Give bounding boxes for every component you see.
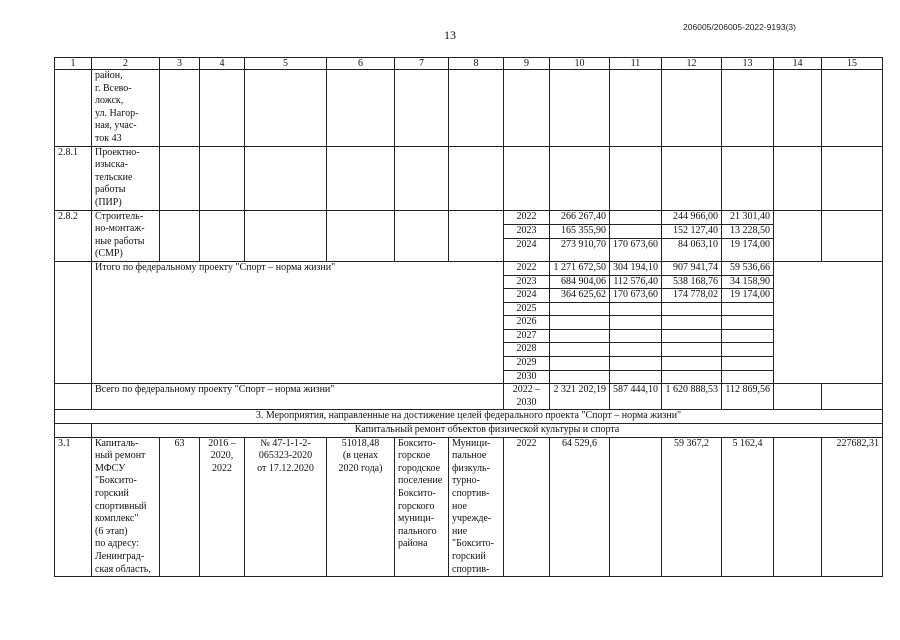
object-address-cell: район, г. Всево- ложск, ул. Нагор- ная, учас- ток 43 — [92, 70, 160, 147]
cost-cell: 51018,48 (в ценах 2020 года) — [327, 437, 395, 577]
amount-cell — [722, 329, 774, 343]
amount-cell — [610, 357, 662, 371]
expertise-cell: № 47-1-1-2- 065323-2020 от 17.12.2020 — [245, 437, 327, 577]
amount-cell — [610, 343, 662, 357]
amount-cell: 170 673,60 — [610, 238, 662, 261]
amount-cell: 170 673,60 — [610, 289, 662, 303]
year-cell: 2030 — [504, 370, 550, 384]
year-cell: 2022 — [504, 210, 550, 224]
amount-cell — [610, 370, 662, 384]
amount-cell: 165 355,90 — [550, 224, 610, 238]
year-cell: 2024 — [504, 238, 550, 261]
row-number: 3.1 — [55, 437, 92, 577]
year-cell: 2025 — [504, 302, 550, 316]
amount-cell — [550, 370, 610, 384]
column-number-row — [55, 58, 883, 70]
amount-cell: 304 194,10 — [610, 261, 662, 275]
page-number: 13 — [444, 28, 456, 42]
amount-cell: 364 625,62 — [550, 289, 610, 303]
amount-cell: 538 168,76 — [662, 275, 722, 289]
customer-cell: Муници- пальное физкуль- турно- спортив- ное учрежде- ние "Боксито- горский спортив- — [449, 437, 504, 577]
row-number: 2.8.2 — [55, 210, 92, 261]
column-number: 5 — [245, 58, 327, 70]
subsection-heading: Капитальный ремонт объектов физической культуры и спорта — [92, 424, 883, 438]
amount-cell — [610, 329, 662, 343]
amount-cell — [662, 302, 722, 316]
column-number: 10 — [550, 58, 610, 70]
amount-cell: 152 127,40 — [662, 224, 722, 238]
amount-cell: 1 620 888,53 — [662, 384, 722, 410]
amount-cell: 244 966,00 — [662, 210, 722, 224]
municipality-cell: Боксито- горское городское поселение Боксито- горского муници- пального района — [395, 437, 449, 577]
year-cell: 2023 — [504, 275, 550, 289]
amount-cell: 34 158,90 — [722, 275, 774, 289]
section-heading: 3. Мероприятия, направленные на достижение целей федерального проекта "Спорт – норма жизни" — [55, 410, 883, 424]
amount-cell: 587 444,10 — [610, 384, 662, 410]
years-cell: 2016 – 2020, 2022 — [200, 437, 245, 577]
document-number: 206005/206005-2022-9193(3) — [683, 22, 796, 32]
amount-cell — [722, 343, 774, 357]
budget-table — [54, 57, 883, 577]
amount-cell — [550, 357, 610, 371]
column-number: 12 — [662, 58, 722, 70]
amount-cell: 112 576,40 — [610, 275, 662, 289]
amount-cell: 59 536,66 — [722, 261, 774, 275]
column-number: 8 — [449, 58, 504, 70]
amount-cell: 19 174,00 — [722, 289, 774, 303]
amount-cell: 59 367,2 — [662, 437, 722, 577]
amount-cell — [662, 343, 722, 357]
column-number: 6 — [327, 58, 395, 70]
amount-cell — [610, 437, 662, 577]
amount-cell: 1 271 672,50 — [550, 261, 610, 275]
amount-cell — [610, 224, 662, 238]
column-number: 2 — [92, 58, 160, 70]
column-number: 1 — [55, 58, 92, 70]
amount-cell — [662, 316, 722, 330]
grand-total-label: Всего по федеральному проекту "Спорт – норма жизни" — [95, 384, 335, 396]
capacity-cell: 63 — [160, 437, 200, 577]
total-label: Итого по федеральному проекту "Спорт – норма жизни" — [95, 261, 336, 273]
amount-cell — [550, 343, 610, 357]
work-type-cell: Строитель- но-монтаж- ные работы (СМР) — [92, 210, 160, 261]
year-cell: 2023 — [504, 224, 550, 238]
amount-cell — [610, 316, 662, 330]
amount-cell — [610, 302, 662, 316]
work-type-cell: Проектно- изыска- тельские работы (ПИР) — [92, 146, 160, 210]
row-number: 2.8.1 — [55, 146, 92, 210]
amount-cell: 19 174,00 — [722, 238, 774, 261]
table-row-continuation — [55, 70, 883, 147]
year-cell: 2022 — [504, 437, 550, 577]
year-range-cell: 2022 – 2030 — [504, 384, 550, 410]
amount-cell: 273 910,70 — [550, 238, 610, 261]
amount-cell: 684 904,06 — [550, 275, 610, 289]
total-row — [55, 261, 883, 275]
column-number: 13 — [722, 58, 774, 70]
amount-cell: 174 778,02 — [662, 289, 722, 303]
object-name-cell: Капиталь- ный ремонт МФСУ "Боксито- горский спортивный комплекс" (6 этап) по адресу: Ленинград- ская область, — [92, 437, 160, 577]
table-row-2-8-1 — [55, 146, 883, 210]
amount-cell — [722, 357, 774, 371]
amount-cell — [722, 370, 774, 384]
amount-cell: 21 301,40 — [722, 210, 774, 224]
subsection-heading-row — [55, 424, 883, 438]
amount-cell: 266 267,40 — [550, 210, 610, 224]
amount-cell — [722, 302, 774, 316]
column-number: 4 — [200, 58, 245, 70]
year-cell: 2029 — [504, 357, 550, 371]
column-number: 11 — [610, 58, 662, 70]
amount-cell: 5 162,4 — [722, 437, 774, 577]
column-number: 14 — [774, 58, 822, 70]
amount-cell: 227682,31 — [822, 437, 883, 577]
year-cell: 2027 — [504, 329, 550, 343]
year-cell: 2022 — [504, 261, 550, 275]
amount-cell — [550, 316, 610, 330]
amount-cell: 64 529,6 — [550, 437, 610, 577]
year-cell: 2028 — [504, 343, 550, 357]
section-heading-row — [55, 410, 883, 424]
column-number: 15 — [822, 58, 883, 70]
column-number: 9 — [504, 58, 550, 70]
amount-cell: 112 869,56 — [722, 384, 774, 410]
table-row-2-8-2 — [55, 210, 883, 224]
table-row-3-1 — [55, 437, 883, 577]
amount-cell: 84 063,10 — [662, 238, 722, 261]
column-number: 7 — [395, 58, 449, 70]
amount-cell: 13 228,50 — [722, 224, 774, 238]
amount-cell — [662, 370, 722, 384]
amount-cell: 907 941,74 — [662, 261, 722, 275]
amount-cell — [774, 437, 822, 577]
amount-cell — [550, 302, 610, 316]
year-cell: 2026 — [504, 316, 550, 330]
amount-cell: 2 321 202,19 — [550, 384, 610, 410]
column-number: 3 — [160, 58, 200, 70]
amount-cell — [722, 316, 774, 330]
grand-total-row — [55, 384, 883, 410]
amount-cell — [662, 329, 722, 343]
amount-cell — [550, 329, 610, 343]
amount-cell — [662, 357, 722, 371]
amount-cell — [610, 210, 662, 224]
year-cell: 2024 — [504, 289, 550, 303]
